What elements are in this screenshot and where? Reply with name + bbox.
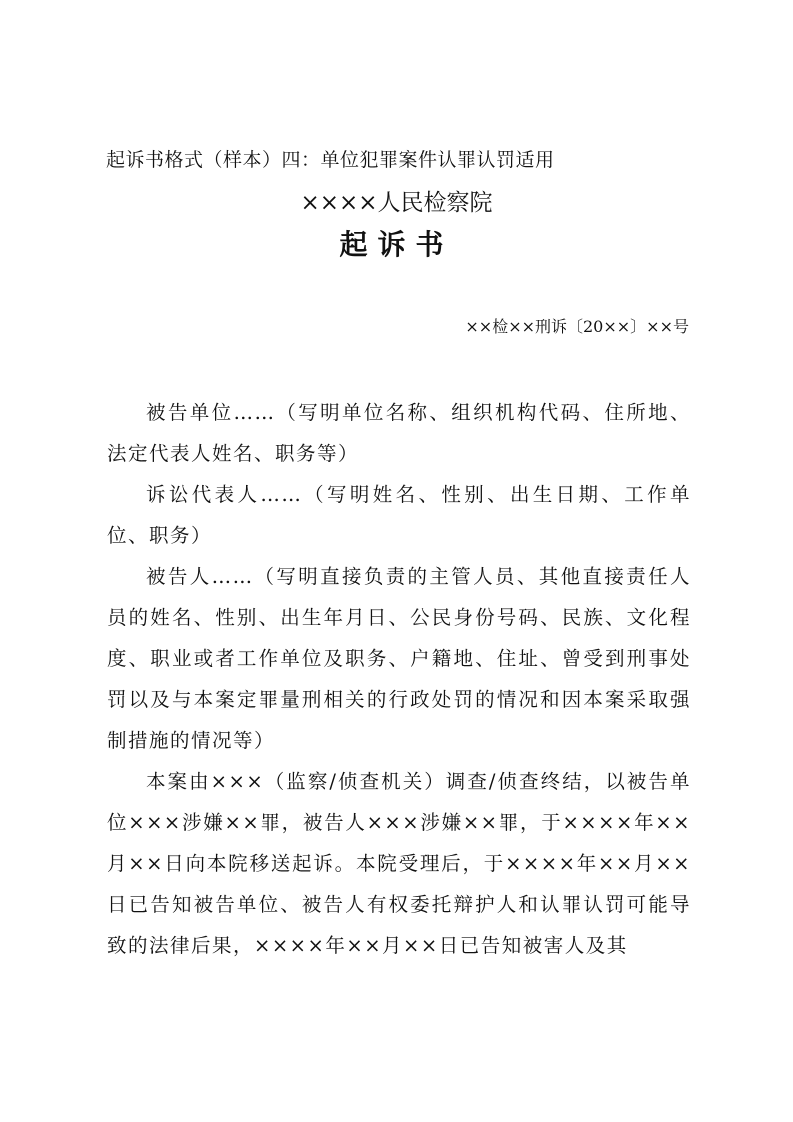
document-title: 起诉书: [339, 228, 454, 261]
paragraph-defendant-person: 被告人……（写明直接负责的主管人员、其他直接责任人员的姓名、性别、出生年月日、公民身份号码、民族、文化程度、职业或者工作单位及职务、户籍地、住址、曾受到刑事处罚以及与本案定罪量刑相关的行政处罚的情况和因本案采取强制措施的情况等）: [107, 565, 691, 752]
format-caption: 起诉书格式（样本）四：单位犯罪案件认罪认罚适用: [106, 149, 555, 171]
document-number: ××检××刑诉〔20××〕××号: [465, 317, 689, 336]
paragraph-litigation-representative: 诉讼代表人……（写明姓名、性别、出生日期、工作单位、职务）: [107, 483, 691, 547]
paragraph-case-procedure: 本案由×××（监察/侦查机关）调查/侦查终结，以被告单位×××涉嫌××罪，被告人×××涉嫌××罪，于××××年××月××日向本院移送起诉。本院受理后，于××××年××月××日已告知被告单位、被告人有权委托辩护人和认罪认罚可能导致的法律后果，××××年××月××日已告知被害人及其: [107, 770, 691, 957]
procuratorate-name: ××××人民检察院: [300, 190, 493, 216]
paragraph-defendant-unit: 被告单位……（写明单位名称、组织机构代码、住所地、法定代表人姓名、职务等）: [107, 401, 691, 465]
document-body: [107, 392, 691, 966]
